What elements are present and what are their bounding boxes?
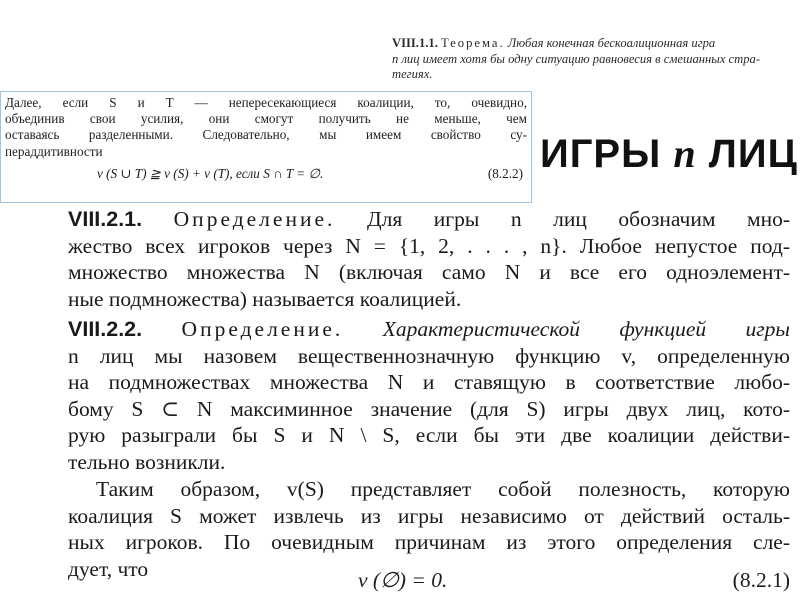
superadditivity-formula [5,166,527,184]
empty-set-formula [68,568,790,596]
theorem-label: Теорема. [441,36,505,50]
theorem-text-line: Любая конечная бескоалиционная игра [507,36,716,50]
definition-characteristic-function [68,316,790,476]
definition-number: VIII.2.1. [68,207,143,231]
definition-line: тельно возникли. [68,449,226,474]
heading-prefix: ИГРЫ [540,132,662,176]
definition-line: на подмножествах множества N и ставящую в соответствие любо- [68,370,790,395]
heading-variable: n [673,131,697,176]
definition-label: Определение. [181,317,344,341]
inset-line: Далее, если S и T — непересекающиеся коалиции, то, очевидно, [5,95,527,110]
explanation-paragraph [68,476,790,582]
paragraph-line: Таким образом, v(S) представляет собой полезность, которую [96,477,790,501]
formula-expression: v (∅) = 0. [358,568,448,592]
heading-suffix: ЛИЦ [708,132,798,176]
inset-line: пераддитивности [5,143,103,159]
definition-text: Для игры n лиц обозначим мно- [366,207,791,231]
definition-line: жество всех игроков через N = {1, 2, . . . , n}. Любое непустое под- [68,233,790,258]
definition-line: рую разыграли бы S и N \ S, если бы эти две коалиции действи- [68,423,790,448]
definition-line [68,206,790,233]
paragraph-line: дует, что [68,556,149,581]
definition-line: n лиц мы назовем вещественнозначную функцию v, определенную [68,343,790,368]
definition-line: ные подмножества) называется коалицией. [68,286,462,311]
inset-line: оставаясь разделенными. Следовательно, мы имеем свойство су- [5,127,527,143]
formula-expression: v (S ∪ T) ≧ v (S) + v (T), если S ∩ T = ∅. [97,165,324,181]
inset-line: объединив свои усилия, они смогут получить не меньше, чем [5,111,527,127]
superadditivity-inset [0,91,532,203]
theorem-number: VIII.1.1. [392,36,438,50]
formula-number: (8.2.1) [732,568,790,592]
chapter-heading [540,130,798,177]
definition-label: Определение. [173,207,336,231]
theorem-text-line: n лиц имеет хотя бы одну ситуацию равновесия в смешанных стра- [392,51,761,66]
formula-number: (8.2.2) [487,165,523,181]
definition-number: VIII.2.2. [68,317,143,341]
definition-text: Характеристической функцией игры [382,317,790,341]
paragraph-line: коалиция S может извлечь из игры независимо от действий осталь- [68,503,790,528]
theorem-text-line: тегиях. [392,67,433,81]
paragraph-line: ных игроков. По очевидным причинам из этого определения сле- [68,530,790,555]
definition-line [68,316,790,343]
definition-line: множество множества N (включая само N и все его одноэлемент- [68,260,790,285]
definition-line: бому S ⊂ N максиминное значение (для S) игры двух лиц, кото- [68,396,790,421]
theorem-block [392,36,788,83]
definition-coalition [68,206,790,312]
